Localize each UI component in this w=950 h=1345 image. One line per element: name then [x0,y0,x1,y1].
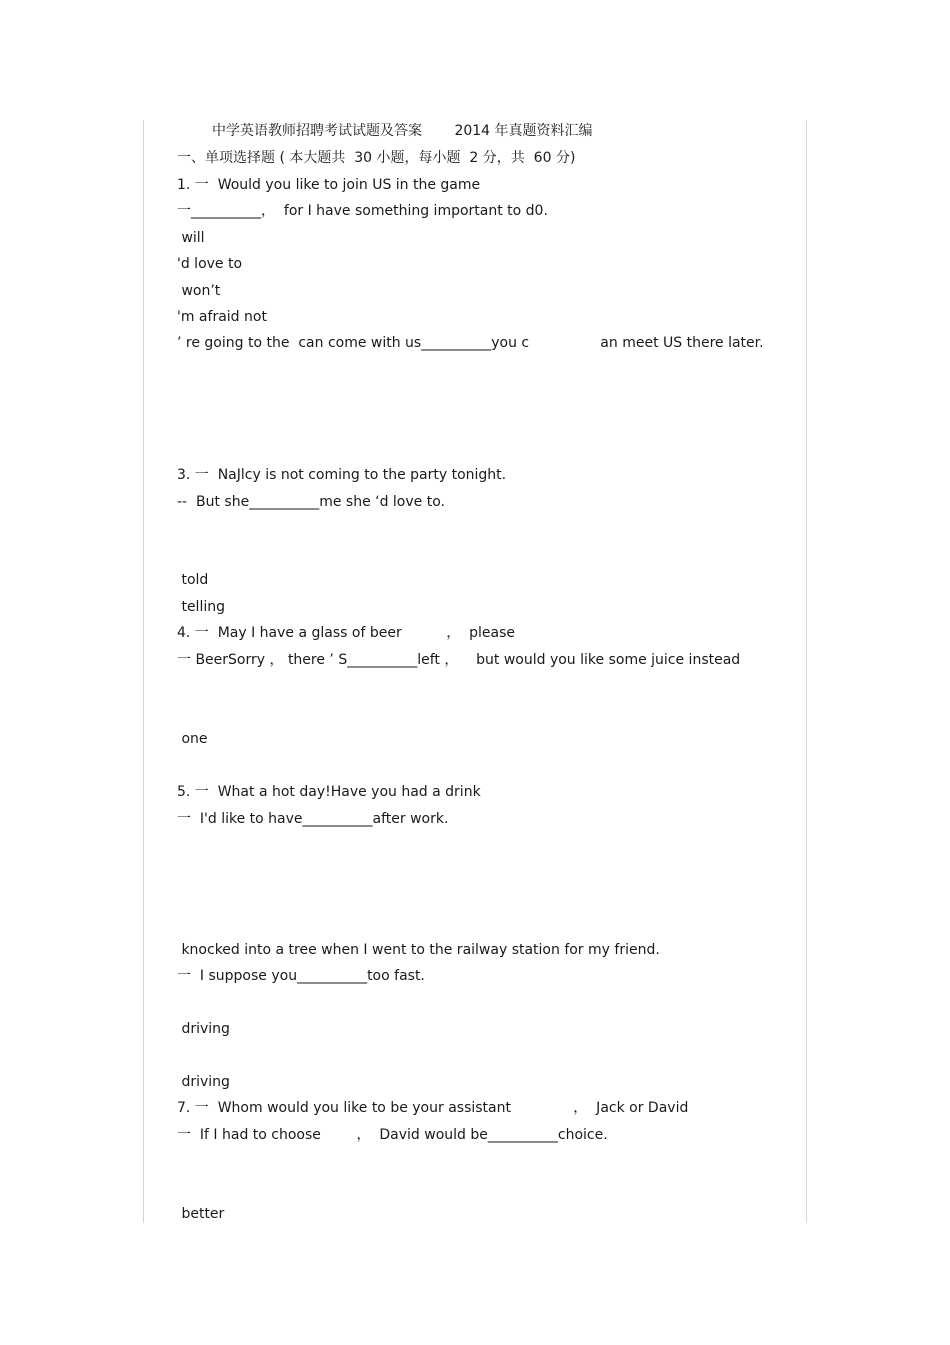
text-line: 5. 一 What a hot day!Have you had a drink [177,784,481,800]
text-line: told [177,572,209,588]
text-line: will [177,230,205,246]
document-title: 中学英语教师招聘考试试题及答案 2014 年真题资料汇编 [212,123,593,139]
text-line: knocked into a tree when I went to the railway station for my friend. [177,942,660,958]
text-line: one [177,731,208,747]
text-line: 一__________， for I have something important to d0. [177,203,548,219]
text-line: driving [177,1021,230,1037]
right-margin-rule [806,120,807,1223]
text-line: 7. 一 Whom would you like to be your assistant ， Jack or David [177,1100,689,1116]
text-line: ’ re going to the can come with us__________you c an meet US there later. [177,335,764,351]
text-line: 1. 一 Would you like to join US in the game [177,177,481,193]
text-line: driving [177,1074,230,1090]
text-line: better [177,1206,225,1222]
text-line: 'm afraid not [177,309,267,325]
text-line: 一 I'd like to have__________after work. [177,811,449,827]
text-line: 4. 一 May I have a glass of beer ， please [177,625,515,641]
text-line: -- But she__________me she ‘d love to. [177,494,445,510]
text-line: won’t [177,283,221,299]
text-line: 一 If I had to choose ， David would be__________choice. [177,1127,608,1143]
text-line: 3. 一 NaJlcy is not coming to the party tonight. [177,467,507,483]
left-margin-rule [143,120,144,1223]
text-line: 一 BeerSorry ， there ’ S__________left ， but would you like some juice instead [177,652,741,668]
section-heading: 一、单项选择题 ( 本大题共 30 小题，每小题 2 分，共 60 分) [177,150,576,166]
text-line: 一 I suppose you__________too fast. [177,968,425,984]
text-line: telling [177,599,225,615]
text-line: 'd love to [177,256,243,272]
